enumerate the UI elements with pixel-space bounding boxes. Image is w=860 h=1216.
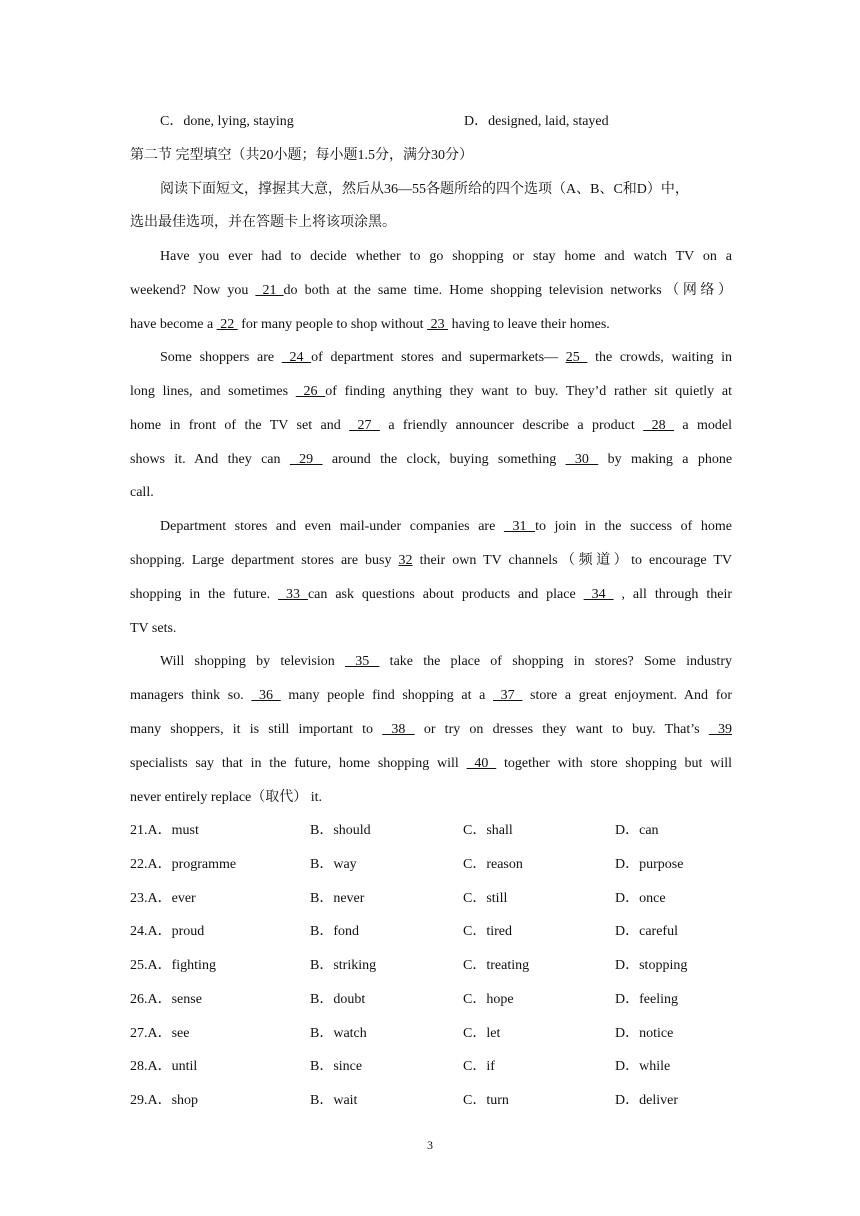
option-a: 22.A．programme xyxy=(130,857,237,872)
passage-line xyxy=(130,315,732,335)
option-a: 23.A．ever xyxy=(130,891,196,906)
option-c: C．turn xyxy=(463,1093,509,1108)
option-a: 25.A．fighting xyxy=(130,958,216,973)
blank-21: 21 xyxy=(255,283,284,298)
blank-34: 34 xyxy=(583,587,614,602)
text: shopping in the future. xyxy=(130,587,279,602)
instruction-line-2: 选出最佳选项，并在答题卡上将该项涂黑。 xyxy=(130,215,396,230)
option-d: D．stopping xyxy=(615,958,688,973)
question-row xyxy=(130,922,732,942)
text: store a great enjoyment. And for xyxy=(522,688,733,703)
blank-25: 25 xyxy=(565,350,588,365)
text: weekend? Now you xyxy=(130,283,256,298)
passage-line xyxy=(130,686,732,706)
blank-35: 35 xyxy=(345,654,380,669)
text: shows it. And they can xyxy=(130,452,290,467)
text: Will shopping by television xyxy=(160,654,345,669)
blank-36: 36 xyxy=(251,688,281,703)
passage-line xyxy=(160,348,732,368)
passage-line: Have you ever had to decide whether to go shopping or stay home and watch TV on a xyxy=(160,249,732,264)
option-c: C．hope xyxy=(463,992,514,1007)
passage-line xyxy=(130,585,732,605)
text: home in front of the TV set and xyxy=(130,418,350,433)
passage-line xyxy=(130,551,732,571)
passage-line: call. xyxy=(130,485,154,500)
option-d: D．designed, laid, stayed xyxy=(464,114,609,129)
option-c: C．let xyxy=(463,1026,501,1041)
passage-line: TV sets. xyxy=(130,621,177,636)
text: for many people to shop without xyxy=(237,317,428,332)
option-b: B．since xyxy=(310,1059,363,1074)
blank-26: 26 xyxy=(295,384,326,399)
option-a: 21.A．must xyxy=(130,823,199,838)
option-c: C．treating xyxy=(463,958,530,973)
blank-31: 31 xyxy=(503,519,536,534)
option-a: 27.A．see xyxy=(130,1026,190,1041)
text: to join in the success of home xyxy=(535,519,732,534)
option-d: D．deliver xyxy=(615,1093,678,1108)
blank-37: 37 xyxy=(493,688,523,703)
blank-28: 28 xyxy=(643,418,674,433)
question-row xyxy=(130,956,732,976)
text: , all through their xyxy=(613,587,733,602)
text: by making a phone xyxy=(598,452,733,467)
instruction-line-1: 阅读下面短文，撑握其大意，然后从36—55各题所给的四个选项（A、B、C和D）中， xyxy=(160,182,689,197)
text: a model xyxy=(674,418,733,433)
option-a: 28.A．until xyxy=(130,1059,198,1074)
passage-line xyxy=(130,281,732,301)
option-d: D．once xyxy=(615,891,666,906)
option-c: C．if xyxy=(463,1059,495,1074)
option-b: B．watch xyxy=(310,1026,367,1041)
text: or try on dresses they want to buy. That’s xyxy=(414,722,709,737)
option-c: C．done, lying, staying xyxy=(160,114,294,129)
text: around the clock, buying something xyxy=(322,452,566,467)
text: having to leave their homes. xyxy=(448,317,610,332)
option-d: D．notice xyxy=(615,1026,674,1041)
option-c: C．tired xyxy=(463,924,512,939)
blank-22: 22 xyxy=(216,317,238,332)
option-b: B．fond xyxy=(310,924,359,939)
passage-line xyxy=(130,754,732,774)
question-row xyxy=(130,1057,732,1077)
question-row xyxy=(130,1091,732,1111)
option-a: 24.A．proud xyxy=(130,924,205,939)
option-c: C．shall xyxy=(463,823,513,838)
blank-40: 40 xyxy=(466,756,497,771)
option-b: B．never xyxy=(310,891,365,906)
section-heading: 第二节 完型填空（共20小题；每小题1.5分，满分30分） xyxy=(130,148,473,163)
option-b: B．doubt xyxy=(310,992,366,1007)
text: the crowds, waiting in xyxy=(587,350,733,365)
option-b: B．wait xyxy=(310,1093,358,1108)
passage-line xyxy=(160,517,732,537)
blank-32: 32 xyxy=(398,553,413,568)
blank-24: 24 xyxy=(281,350,312,365)
option-c: C．reason xyxy=(463,857,523,872)
option-d: D．careful xyxy=(615,924,678,939)
blank-39: 39 xyxy=(708,722,733,737)
question-row xyxy=(130,821,732,841)
question-row xyxy=(130,990,732,1010)
option-c: C．still xyxy=(463,891,508,906)
option-d: D．feeling xyxy=(615,992,678,1007)
text: of finding anything they want to buy. They’d rather sit quietly at xyxy=(325,384,732,399)
text: their own TV channels（频道）to encourage TV xyxy=(412,553,733,568)
text: Department stores and even mail-under companies are xyxy=(160,519,504,534)
page-number: 3 xyxy=(427,1138,433,1152)
question-row xyxy=(130,855,732,875)
text: managers think so. xyxy=(130,688,252,703)
text: have become a xyxy=(130,317,217,332)
blank-29: 29 xyxy=(289,452,323,467)
blank-23: 23 xyxy=(427,317,449,332)
text: shopping. Large department stores are busy xyxy=(130,553,399,568)
text: specialists say that in the future, home shopping will xyxy=(130,756,467,771)
blank-30: 30 xyxy=(565,452,599,467)
option-b: B．striking xyxy=(310,958,377,973)
passage-line xyxy=(160,652,732,672)
text: take the place of shopping in stores? Some industry xyxy=(379,654,732,669)
text: can ask questions about products and place xyxy=(307,587,584,602)
text: a friendly announcer describe a product xyxy=(379,418,644,433)
option-b: B．should xyxy=(310,823,371,838)
text: do both at the same time. Home shopping television networks（网络） xyxy=(283,283,733,298)
passage-line xyxy=(130,382,732,402)
question-row xyxy=(130,889,732,909)
option-a: 26.A．sense xyxy=(130,992,202,1007)
option-b: B．way xyxy=(310,857,357,872)
option-a: 29.A．shop xyxy=(130,1093,199,1108)
option-d: D．while xyxy=(615,1059,671,1074)
passage-line xyxy=(130,450,732,470)
blank-27: 27 xyxy=(349,418,380,433)
passage-line xyxy=(130,720,732,740)
blank-38: 38 xyxy=(382,722,415,737)
text: long lines, and sometimes xyxy=(130,384,296,399)
option-d: D．can xyxy=(615,823,659,838)
text: many people find shopping at a xyxy=(280,688,494,703)
blank-33: 33 xyxy=(278,587,308,602)
question-row xyxy=(130,1024,732,1044)
text: many shoppers, it is still important to xyxy=(130,722,383,737)
text: together with store shopping but will xyxy=(496,756,733,771)
passage-line: never entirely replace（取代） it. xyxy=(130,790,323,805)
text: of department stores and supermarkets— xyxy=(311,350,566,365)
passage-line xyxy=(130,416,732,436)
text: Some shoppers are xyxy=(160,350,282,365)
option-d: D．purpose xyxy=(615,857,684,872)
